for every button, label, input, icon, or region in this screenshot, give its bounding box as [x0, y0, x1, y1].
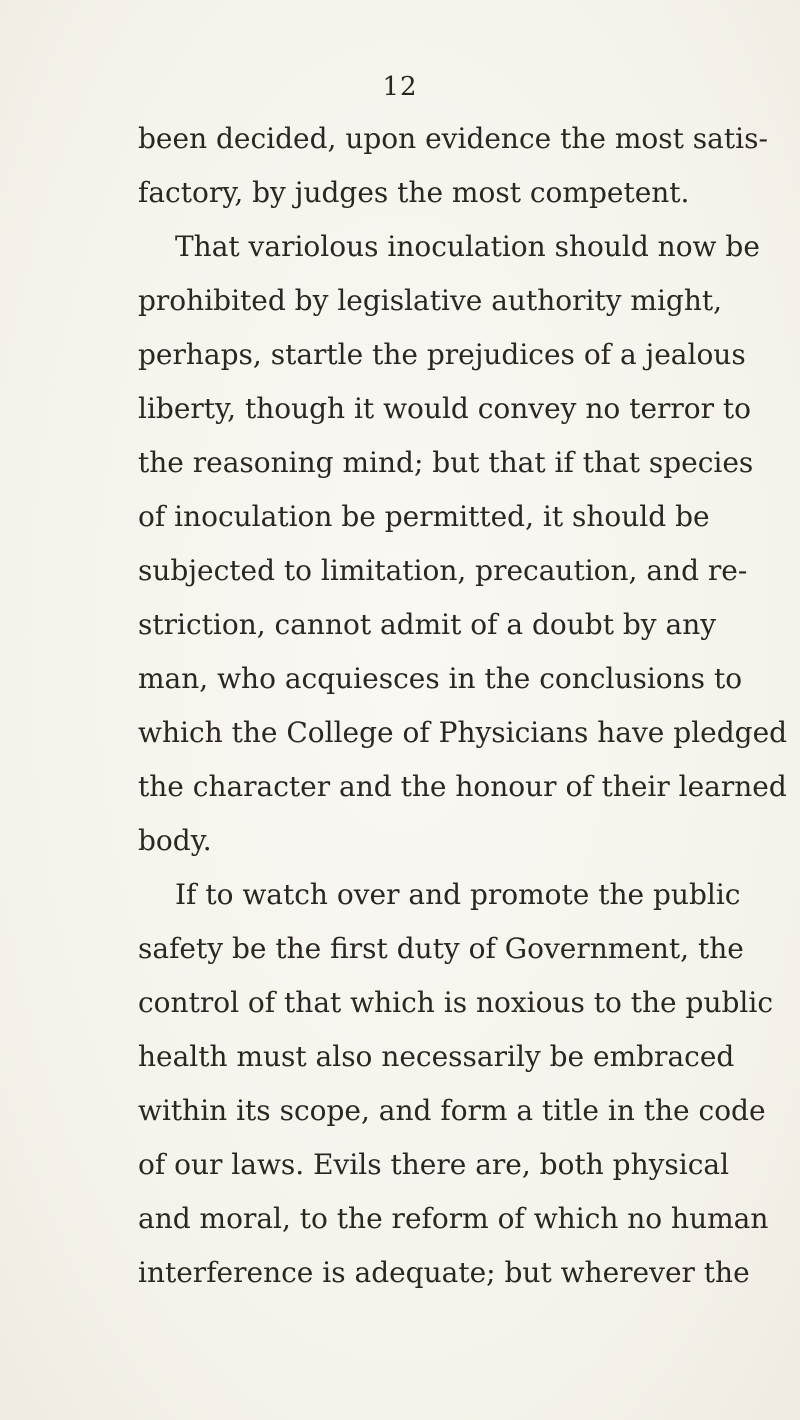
page-number: 12	[382, 72, 418, 102]
text-line: prohibited by legislative authority might,	[138, 284, 723, 317]
text-line: man, who acquiesces in the conclusions to	[138, 662, 743, 695]
text-line: been decided, upon evidence the most satis-	[138, 122, 768, 155]
text-line: liberty, though it would convey no terror to	[138, 392, 752, 425]
text-line: interference is adequate; but wherever the	[138, 1256, 750, 1289]
text-line: health must also necessarily be embraced	[138, 1040, 735, 1073]
text-line: of inoculation be permitted, it should be	[138, 500, 710, 533]
text-line: the character and the honour of their learned	[138, 770, 787, 803]
text-line: the reasoning mind; but that if that species	[138, 446, 754, 479]
text-line: of our laws. Evils there are, both physical	[138, 1148, 730, 1181]
text-line: perhaps, startle the prejudices of a jealous	[138, 338, 746, 371]
text-line: which the College of Physicians have pledged	[138, 716, 788, 749]
text-line: body.	[138, 824, 212, 857]
text-line: within its scope, and form a title in the code	[138, 1094, 766, 1127]
text-line: striction, cannot admit of a doubt by any	[138, 608, 717, 641]
text-line: control of that which is noxious to the public	[138, 986, 774, 1019]
text-line: subjected to limitation, precaution, and re-	[138, 554, 748, 587]
text-line: If to watch over and promote the public	[175, 878, 741, 911]
text-line: and moral, to the reform of which no human	[138, 1202, 769, 1235]
text-line: factory, by judges the most competent.	[138, 176, 690, 209]
text-line: That variolous inoculation should now be	[175, 230, 760, 263]
text-line: safety be the first duty of Government, the	[138, 932, 744, 965]
